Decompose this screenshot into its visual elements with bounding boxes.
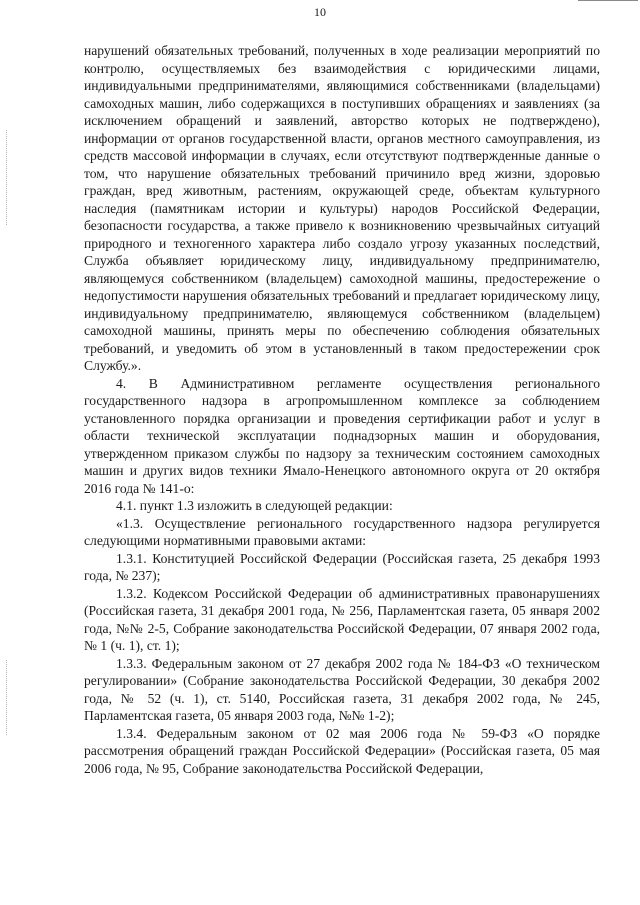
- paragraph-clause-1-3: «1.3. Осуществление регионального государственного надзора регулируется следующими нормативными правовыми актами:: [84, 515, 600, 548]
- paragraph-continuation: нарушений обязательных требований, полученных в ходе реализации мероприятий по контролю, осуществляемых без взаимодействия с юридическими лицами, индивидуальными предпринимателями, являющимися собственниками (владельцами) самоходных машин, либо содержащихся в поступивших обращениях и заявлениях (за исключением обращений и заявлений, авторство которых не подтверждено), информации от органов государственной власти, органов местного самоуправления, из средств массовой информации в случаях, если отсутствуют подтвержденные данные о том, что нарушение обязательных требований причинило вред жизни, здоровью граждан, вред животным, растениям, окружающей среде, объектам культурного наследия (памятникам истории и культуры) народов Российской Федерации, безопасности государства, а также привело к возникновению чрезвычайных ситуаций природного и техногенного характера либо создало угрозу указанных последствий, Служба объявляет юридическому лицу, индивидуальному предпринимателю, являющемуся собственником (владельцем) самоходной машины, предостережение о недопустимости нарушения обязательных требований и предлагает юридическому лицу, индивидуальному предпринимателю, являющемуся собственником (владельцем) самоходной машины, принять меры по обеспечению соблюдения обязательных требований, и уведомить об этом в установленный в таком предостережении срок Службу.».: [84, 43, 600, 373]
- document-body: [84, 42, 600, 777]
- page-number: 10: [314, 5, 326, 19]
- scan-margin-mark-upper: [6, 130, 8, 225]
- paragraph-item-4-1: 4.1. пункт 1.3 изложить в следующей редакции:: [116, 498, 393, 513]
- scan-margin-mark-lower: [6, 660, 8, 735]
- paragraph-item-4: 4. В Административном регламенте осуществления регионального государственного надзора в агропромышленном комплексе за соблюдением установленного порядка организации и проведения сертификации работ и услуг в области технической эксплуатации поднадзорных машин и оборудования, утвержденном приказом службы по надзору за техническим состоянием самоходных машин и других видов техники Ямало-Ненецкого автономного округа от 20 октября 2016 года № 141-о:: [84, 375, 600, 496]
- paragraph-clause-1-3-3: 1.3.3. Федеральным законом от 27 декабря 2002 года № 184-ФЗ «О техническом регулировании» (Собрание законодательства Российской Федерации, 30 декабря 2002 года, № 52 (ч. 1), ст. 5140, Российская газета, 31 декабря 2002 года, № 245, Парламентская газета, 05 января 2003 года, №№ 1-2);: [84, 655, 600, 723]
- paragraph-clause-1-3-4: 1.3.4. Федеральным законом от 02 мая 2006 года № 59-ФЗ «О порядке рассмотрения обращений граждан Российской Федерации» (Российская газета, 05 мая 2006 года, № 95, Собрание законодательства Российской Федерации,: [84, 725, 600, 776]
- paragraph-clause-1-3-1: 1.3.1. Конституцией Российской Федерации (Российская газета, 25 декабря 1993 года, № 237);: [84, 550, 600, 583]
- scan-corner-mark: [578, 0, 638, 1]
- paragraph-clause-1-3-2: 1.3.2. Кодексом Российской Федерации об административных правонарушениях (Российская газета, 31 декабря 2001 года, № 256, Парламентская газета, 05 января 2002 года, №№ 2-5, Собрание законодательства Российской Федерации, 07 января 2002 года, № 1 (ч. 1), ст. 1);: [84, 585, 600, 653]
